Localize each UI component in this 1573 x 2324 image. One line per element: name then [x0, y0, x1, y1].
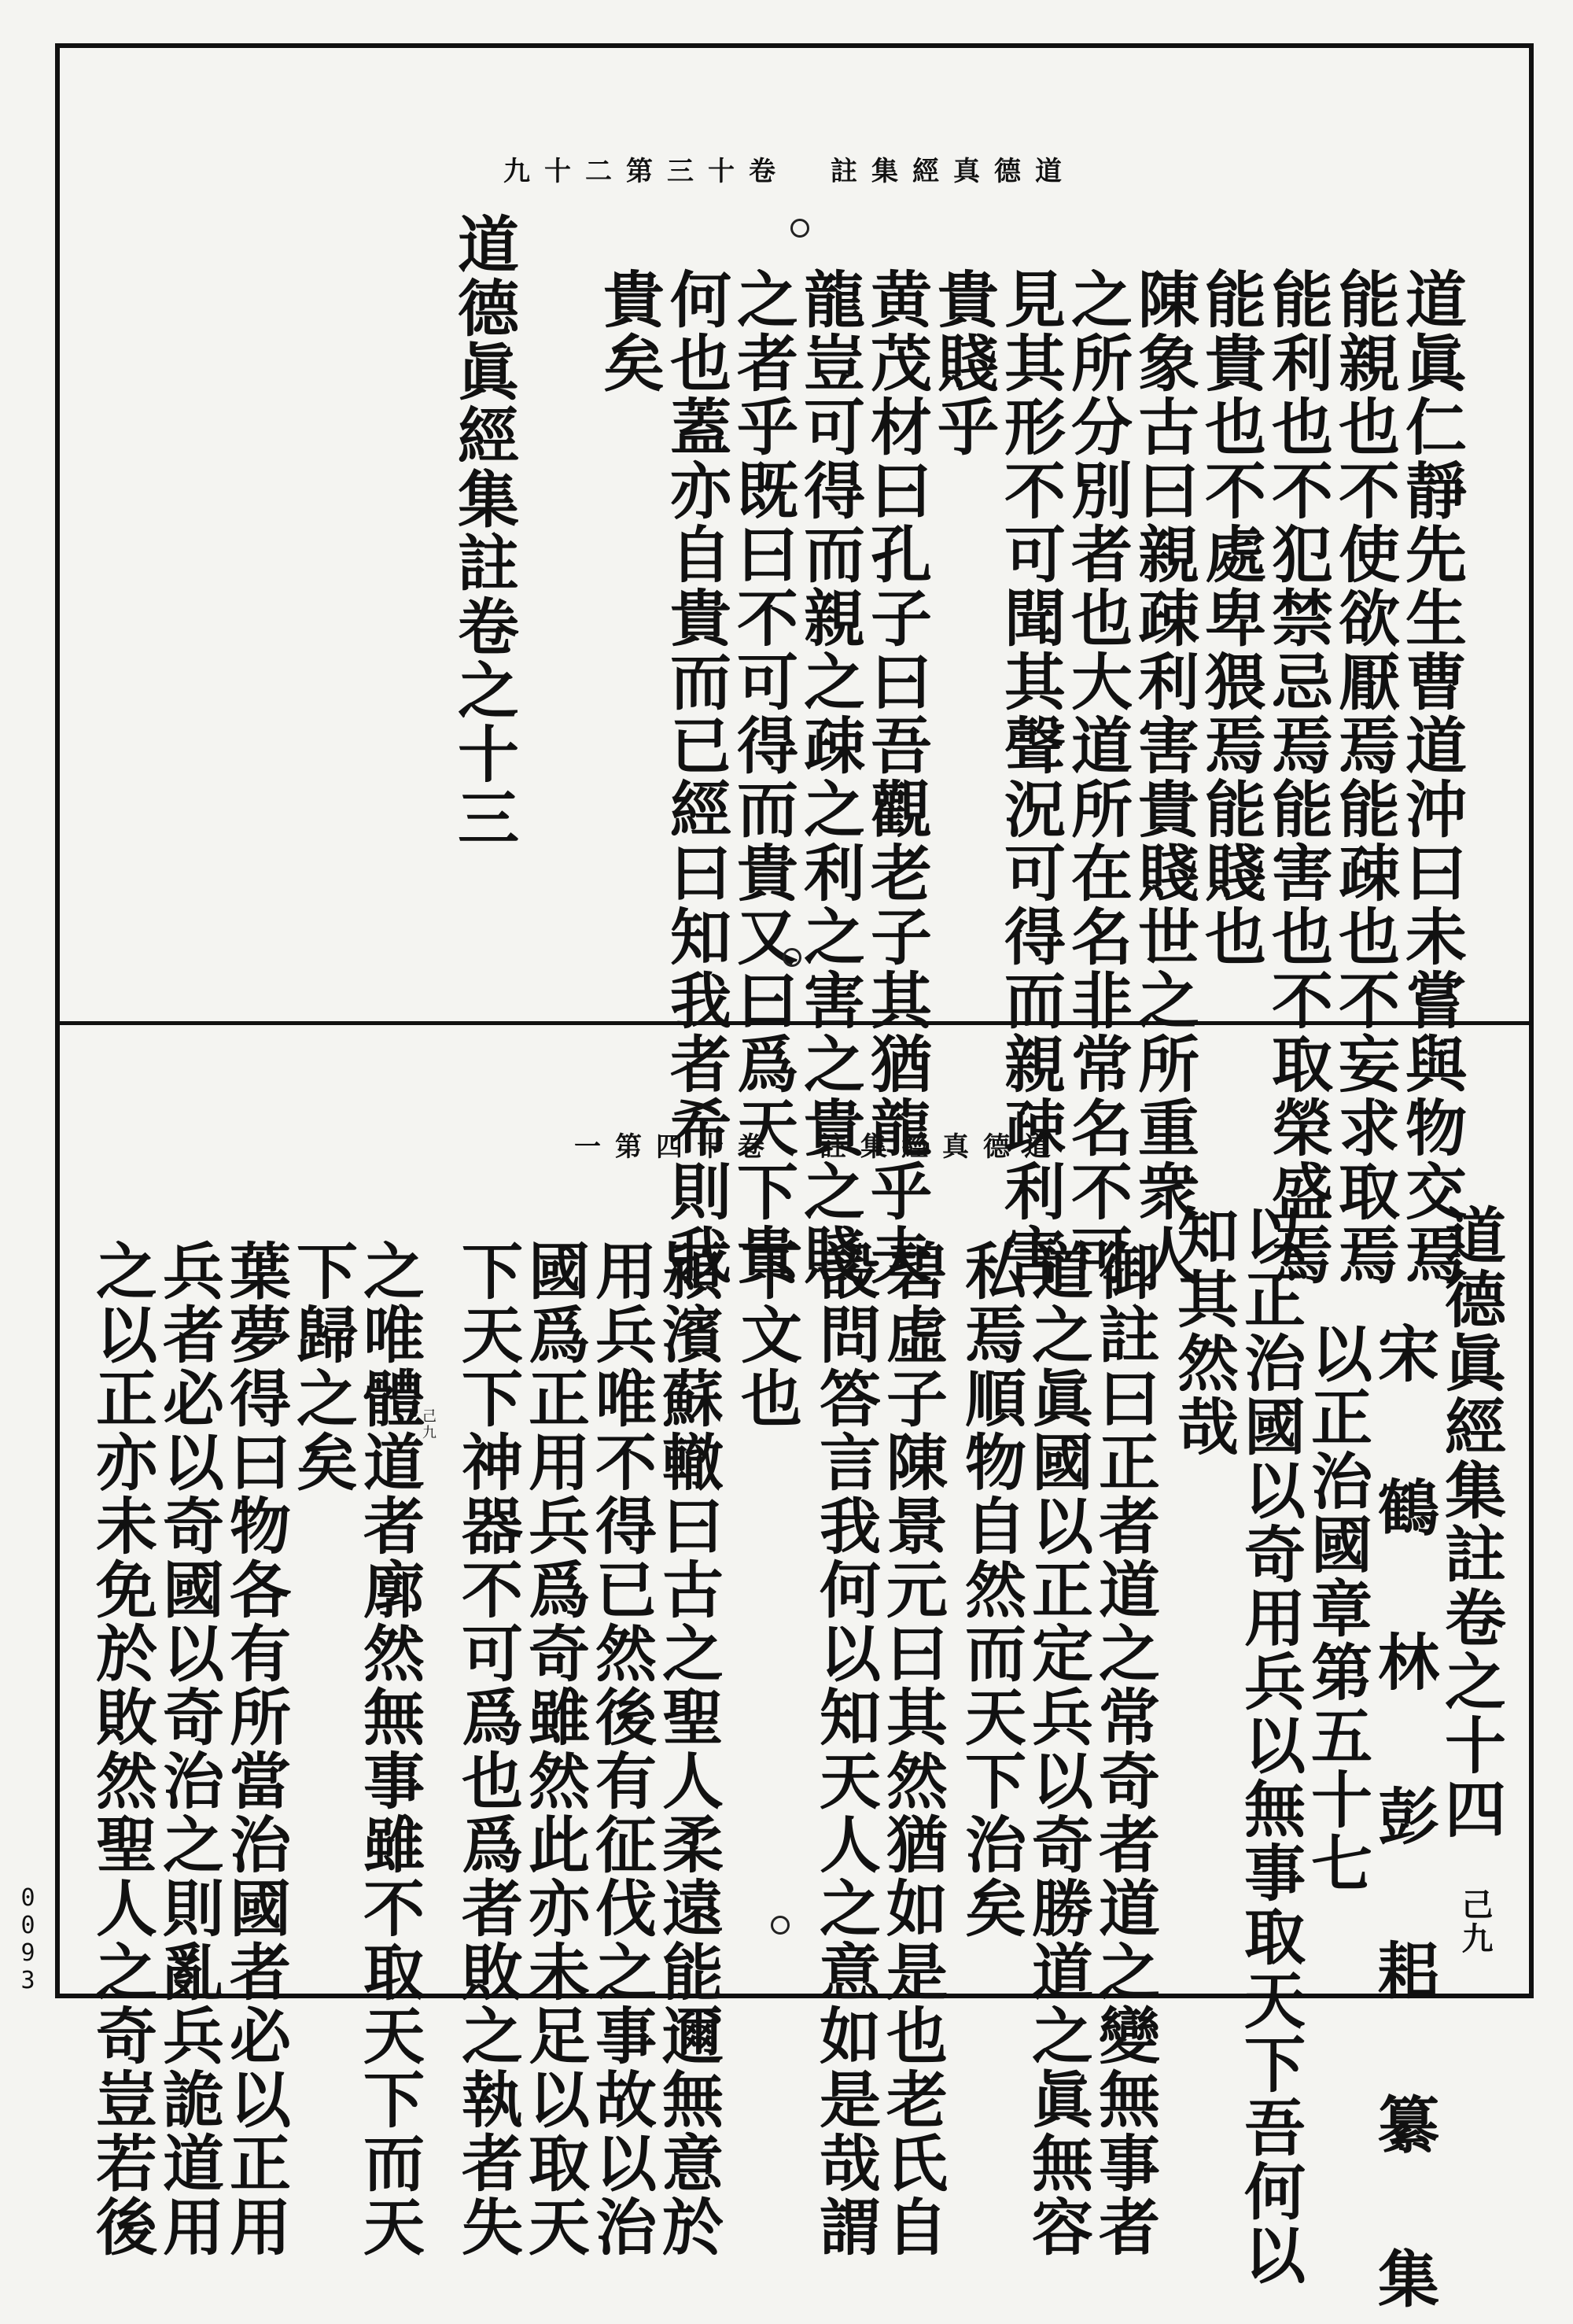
lower-column: 設問答言我何以知天人之意如是哉謂: [809, 1239, 881, 2259]
lower-column: 下文也: [731, 1239, 802, 1430]
lower-column: 之以正亦未免於敗然聖人之奇豈若後: [86, 1239, 157, 2259]
margin-page-number: 0093: [14, 1884, 42, 1994]
upper-column: 陳象古曰親疎利害貴賤世之所重衆人: [1128, 267, 1199, 1287]
upper-column: 貴矣: [593, 267, 665, 395]
upper-column: 能貴也不處卑猥焉能賤也: [1195, 267, 1266, 968]
upper-column: 能利也不犯禁忌焉能害也不取榮盛焉: [1262, 267, 1333, 1287]
lower-column: 國爲正用兵爲奇雖然此亦未足以取天: [518, 1239, 590, 2259]
lower-circle-mark: [771, 1916, 790, 1935]
lower-column: 兵者必以奇國以奇治之則亂兵詭道用: [153, 1239, 224, 2259]
lower-column: 用兵唯不得已然後有征伐之事故以治: [585, 1239, 657, 2259]
lower-column: 私焉順物自然而天下治矣: [955, 1239, 1026, 1940]
upper-header: 九十二第三十卷 註集經真德道: [503, 156, 1076, 187]
lower-small-note: 己九: [420, 1408, 437, 1441]
lower-column: 之唯體道者廓然無事雖不取天下而天: [353, 1239, 425, 2259]
lower-column: 潁濱蘇轍曰古之聖人柔遠能邇無意於: [652, 1239, 724, 2259]
lower-column: 葉夢得曰物各有所當治國者必以正用: [219, 1239, 291, 2259]
lower-column: 御註曰正者道之常奇者道之變無事者: [1089, 1239, 1160, 2259]
lower-column: 碧虛子陳景元曰其然猶如是也老氏自: [876, 1239, 948, 2259]
upper-column: 之者乎既曰不可得而貴又曰爲天下貴: [727, 267, 798, 1287]
lower-chapter-title: 以正治國章第五十七: [1301, 1322, 1372, 1895]
lower-title: 道德眞經集註卷之十四: [1435, 1204, 1506, 1841]
lower-column: 知其然哉: [1167, 1204, 1239, 1459]
upper-column: 之所分別者也大道所在名非常名不可: [1061, 267, 1133, 1287]
upper-column: 能親也不使欲厭焉能疎也不妄求取焉: [1328, 267, 1400, 1287]
lower-column: 以正治國以奇用兵以無事取天下吾何以: [1234, 1204, 1306, 2287]
upper-closing-title: 道德眞經集註卷之十三: [448, 212, 519, 850]
upper-column: 貴賤乎: [927, 267, 999, 459]
upper-column: 見其形不可聞其聲況可得而親疎利害: [994, 267, 1066, 1287]
upper-column: 道眞仁靜先生曹道沖曰未嘗與物交焉: [1395, 267, 1467, 1287]
upper-column: 龍豈可得而親之疎之利之害之貴之賤: [794, 267, 865, 1287]
lower-header: 一第四十卷 註集經真德道: [574, 1131, 1065, 1163]
lower-marker: 己九: [1457, 1888, 1494, 1956]
lower-column: 道之眞國以正定兵以奇勝道之眞無容: [1022, 1239, 1093, 2259]
lower-column: 下歸之矣: [286, 1239, 358, 1494]
upper-circle-mark: [783, 948, 801, 967]
lower-compiler: 宋 鶴 林 彭 耜 纂 集: [1368, 1322, 1439, 2324]
lower-column: 下天下神器不可爲也爲者敗之執者失: [451, 1239, 523, 2259]
upper-column: 何也蓋亦自貴而已經曰知我者希則我: [660, 267, 731, 1287]
upper-circle-mark: [790, 219, 809, 238]
upper-column: 黄茂材曰孔子曰吾觀老子其猶龍乎夫: [860, 267, 932, 1287]
